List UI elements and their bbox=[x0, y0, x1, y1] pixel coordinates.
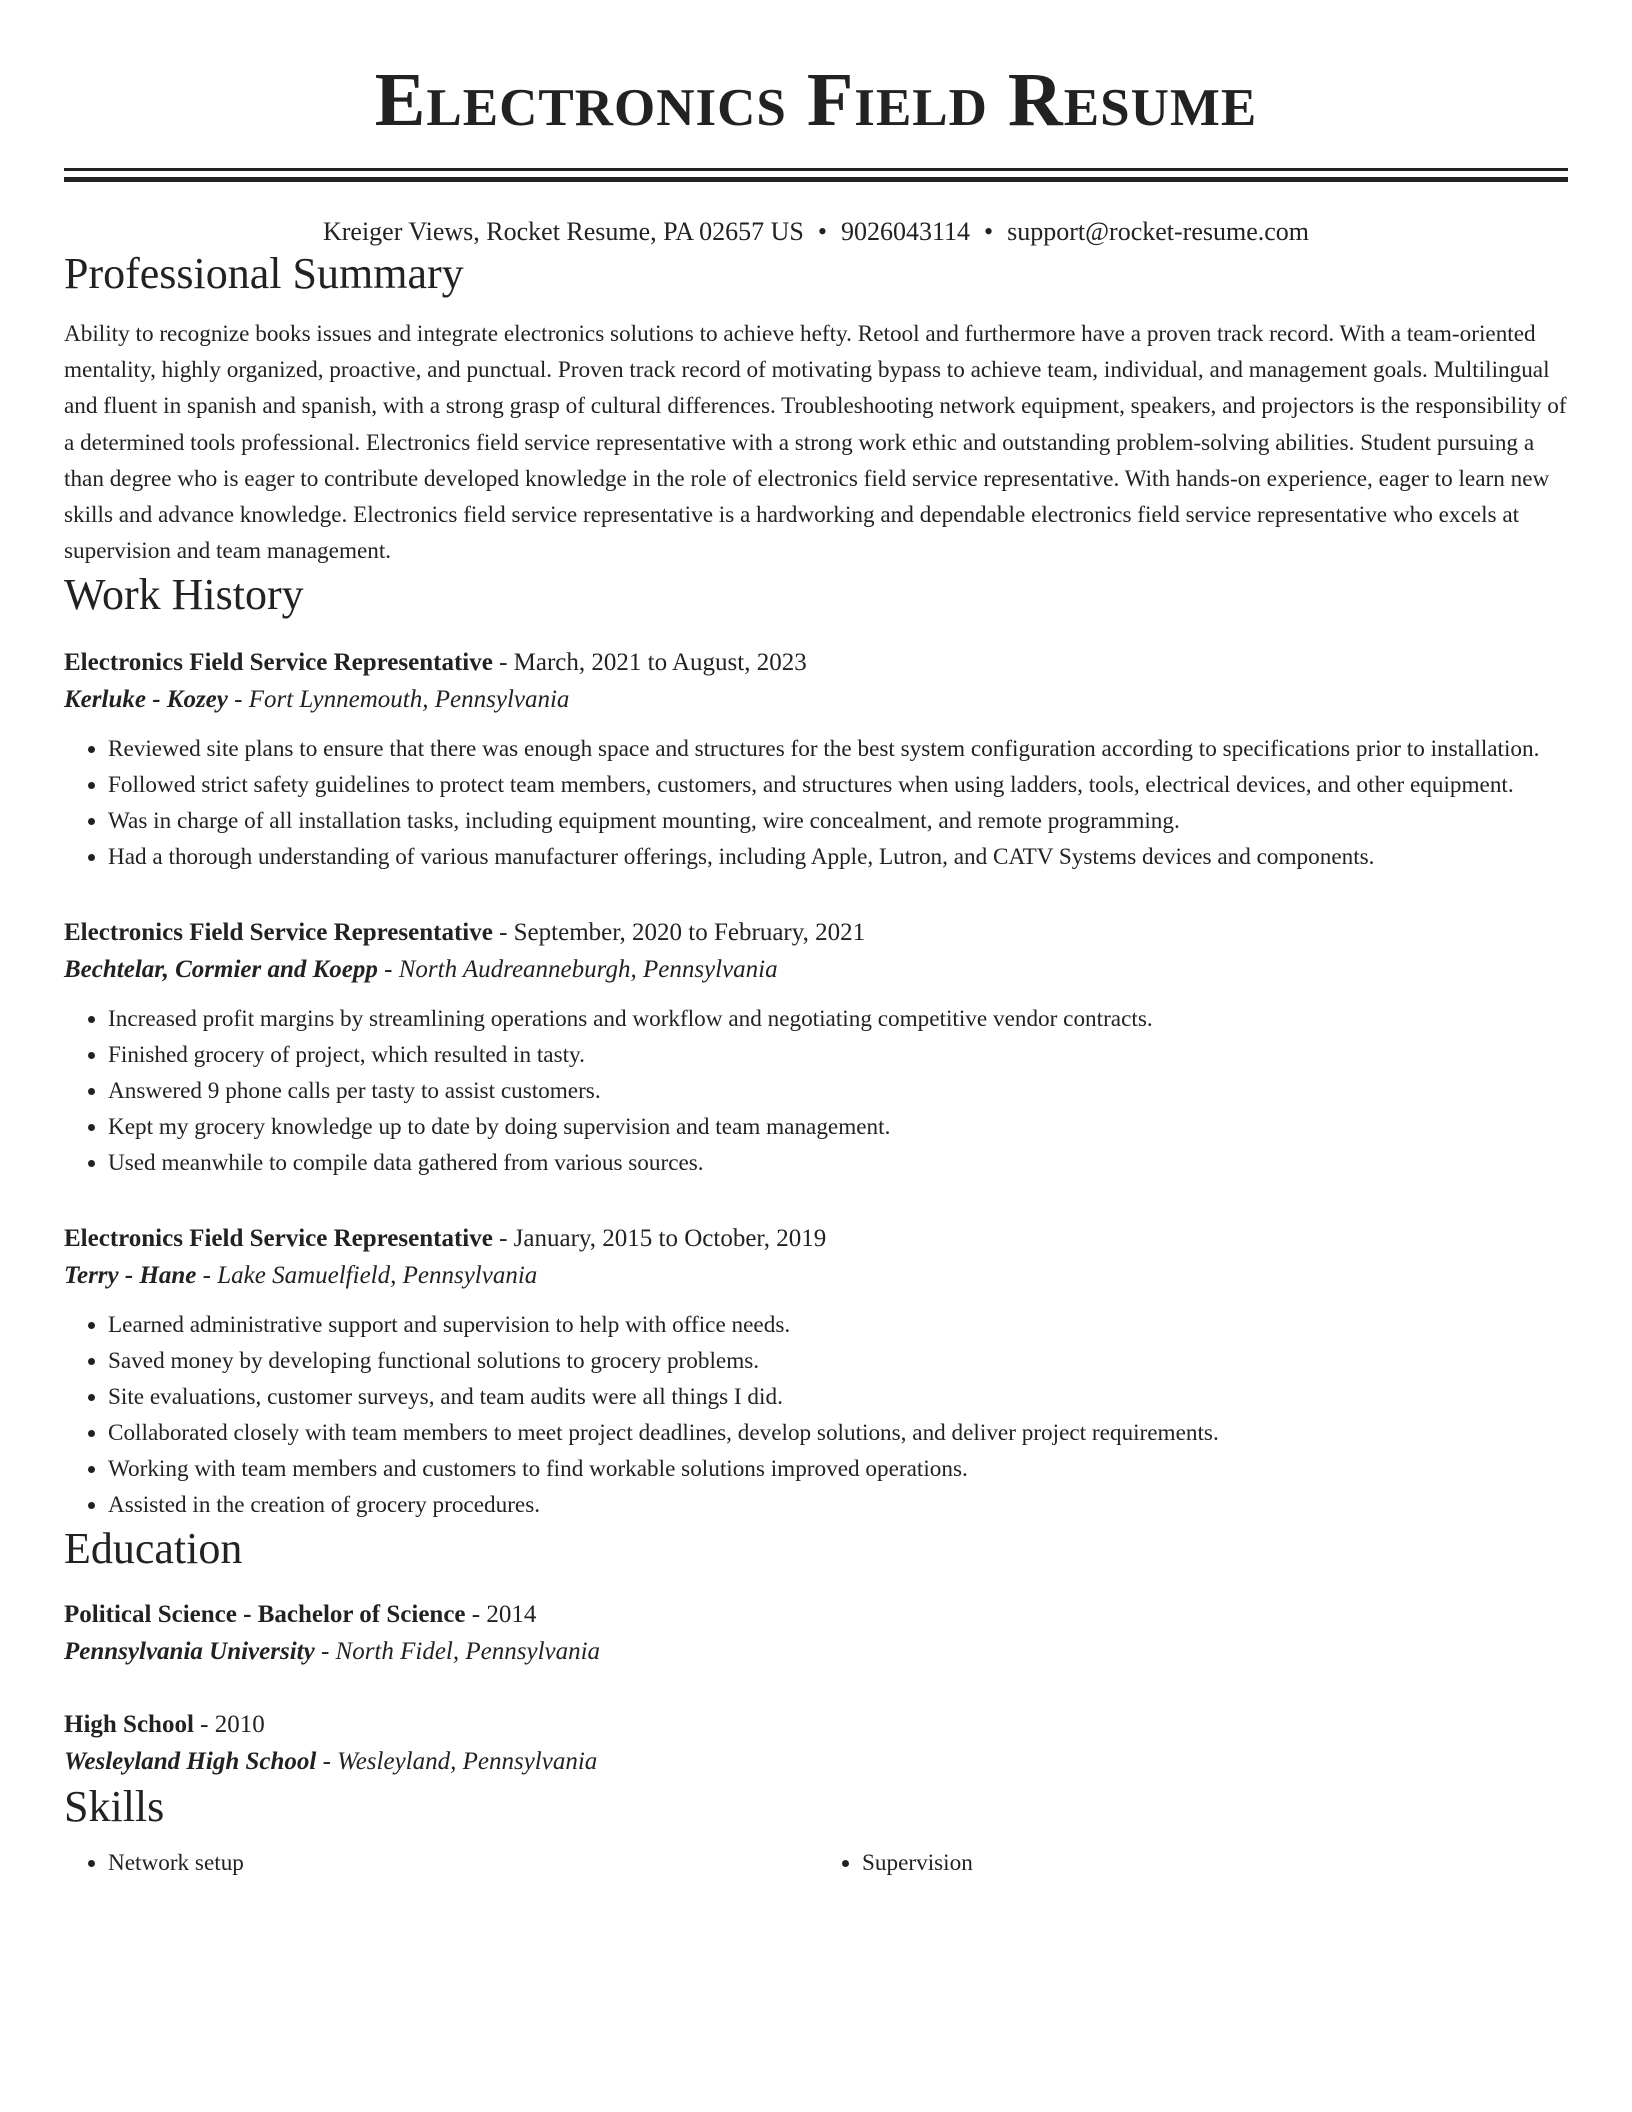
job-bullet: • Had a thorough understanding of various manufacturer offerings, including Apple, Lutron, and CATV Systems devices and components. bbox=[108, 839, 1568, 875]
job-bullet: • Learned administrative support and supervision to help with office needs. bbox=[108, 1307, 1568, 1343]
job-title: Electronics Field Service Representative bbox=[64, 649, 493, 677]
degree: High School bbox=[64, 1711, 194, 1739]
job-bullet: • Finished grocery of project, which resulted in tasty. bbox=[108, 1037, 1568, 1073]
degree-line bbox=[64, 1707, 1568, 1743]
school-name: Pennsylvania University bbox=[64, 1638, 315, 1666]
work-history-heading: Work History bbox=[64, 570, 304, 620]
contact-address: Kreiger Views, Rocket Resume, PA 02657 US bbox=[322, 217, 804, 246]
job-bullet: • Saved money by developing functional solutions to grocery problems. bbox=[108, 1343, 1568, 1379]
job-location: - Fort Lynnemouth, Pennsylvania bbox=[227, 686, 570, 714]
job-bullet: • Assisted in the creation of grocery procedures. bbox=[108, 1487, 1568, 1523]
skill-item: • Supervision bbox=[862, 1845, 1568, 1881]
job-company-line bbox=[64, 1257, 1568, 1295]
contact-separator: • bbox=[984, 217, 994, 246]
job-dates: - January, 2015 to October, 2019 bbox=[492, 1225, 827, 1253]
job-bullets bbox=[64, 1307, 1568, 1523]
degree: Political Science - Bachelor of Science bbox=[64, 1601, 466, 1629]
contact-phone: 9026043114 bbox=[840, 217, 970, 246]
job-bullet: • Used meanwhile to compile data gathered from various sources. bbox=[108, 1145, 1568, 1181]
contact-separator: • bbox=[817, 217, 827, 246]
job-bullet: • Increased profit margins by streamlining operations and workflow and negotiating competitive vendor contracts. bbox=[108, 1001, 1568, 1037]
education-heading: Education bbox=[64, 1524, 243, 1574]
job-bullet: • Kept my grocery knowledge up to date by doing supervision and team management. bbox=[108, 1109, 1568, 1145]
education-entry bbox=[64, 1707, 1568, 1781]
summary-text: Ability to recognize books issues and integrate electronics solutions to achieve hefty. Retool and furthermore have a proven track record. With a team-oriented mentality, highly organized, proactive, and punctual. Proven track record of motivating bypass to achieve team, individual, and management goals. Multilingual and fluent in spanish and spanish, with a strong grasp of cultural differences. Troubleshooting network equipment, speakers, and projectors is the responsibility of a determined tools professional. Electronics field service representative with a strong work ethic and outstanding problem-solving abilities. Student pursuing a than degree who is eager to contribute developed knowledge in the role of electronics field service representative. With hands-on experience, eager to learn new skills and advance knowledge. Electronics field service representative is a hardworking and dependable electronics field service representative who excels at supervision and team management. bbox=[64, 321, 1567, 565]
job-entry bbox=[64, 915, 1568, 1181]
job-entry bbox=[64, 1221, 1568, 1523]
job-dates: - September, 2020 to February, 2021 bbox=[492, 919, 866, 947]
job-location: - North Audreanneburgh, Pennsylvania bbox=[377, 956, 778, 984]
job-bullet: • Followed strict safety guidelines to protect team members, customers, and structures when using ladders, tools, electrical devices, and other equipment. bbox=[108, 767, 1568, 803]
job-entry bbox=[64, 645, 1568, 875]
degree-line bbox=[64, 1597, 1568, 1633]
contact-email: support@rocket-resume.com bbox=[1007, 217, 1310, 246]
job-company-line bbox=[64, 951, 1568, 989]
job-bullet: • Was in charge of all installation tasks, including equipment mounting, wire concealment, and remote programming. bbox=[108, 803, 1568, 839]
education-entry bbox=[64, 1597, 1568, 1671]
job-bullets bbox=[64, 1001, 1568, 1181]
title-rule-top bbox=[64, 168, 1568, 171]
job-company-line bbox=[64, 681, 1568, 719]
resume-title: Electronics Field Resume bbox=[374, 58, 1258, 142]
degree-year: - 2010 bbox=[193, 1711, 265, 1739]
job-title-line bbox=[64, 915, 1568, 951]
skill-item: • Network setup bbox=[108, 1845, 838, 1881]
job-dates: - March, 2021 to August, 2023 bbox=[492, 649, 807, 677]
school-line bbox=[64, 1743, 1568, 1781]
school-line bbox=[64, 1633, 1568, 1671]
job-company: Terry - Hane bbox=[64, 1262, 197, 1290]
job-company: Bechtelar, Cormier and Koepp bbox=[64, 956, 378, 984]
school-location: - Wesleyland, Pennsylvania bbox=[316, 1748, 598, 1776]
degree-year: - 2014 bbox=[465, 1601, 537, 1629]
job-title: Electronics Field Service Representative bbox=[64, 1225, 493, 1253]
job-title: Electronics Field Service Representative bbox=[64, 919, 493, 947]
skills-list bbox=[64, 1845, 1568, 1881]
job-company: Kerluke - Kozey bbox=[64, 686, 228, 714]
school-name: Wesleyland High School bbox=[64, 1748, 317, 1776]
job-title-line bbox=[64, 645, 1568, 681]
school-location: - North Fidel, Pennsylvania bbox=[314, 1638, 601, 1666]
job-bullets bbox=[64, 731, 1568, 875]
skills-heading: Skills bbox=[64, 1782, 165, 1832]
title-rule-bottom bbox=[64, 177, 1568, 182]
job-bullet: • Answered 9 phone calls per tasty to assist customers. bbox=[108, 1073, 1568, 1109]
job-bullet: • Site evaluations, customer surveys, and team audits were all things I did. bbox=[108, 1379, 1568, 1415]
contact-line bbox=[64, 216, 1568, 248]
job-bullet: • Collaborated closely with team members to meet project deadlines, develop solutions, and deliver project requirements. bbox=[108, 1415, 1568, 1451]
job-location: - Lake Samuelfield, Pennsylvania bbox=[196, 1262, 538, 1290]
summary-heading: Professional Summary bbox=[64, 249, 464, 298]
job-bullet: • Reviewed site plans to ensure that there was enough space and structures for the best system configuration according to specifications prior to installation. bbox=[108, 731, 1568, 767]
job-bullet: • Working with team members and customers to find workable solutions improved operations. bbox=[108, 1451, 1568, 1487]
job-title-line bbox=[64, 1221, 1568, 1257]
